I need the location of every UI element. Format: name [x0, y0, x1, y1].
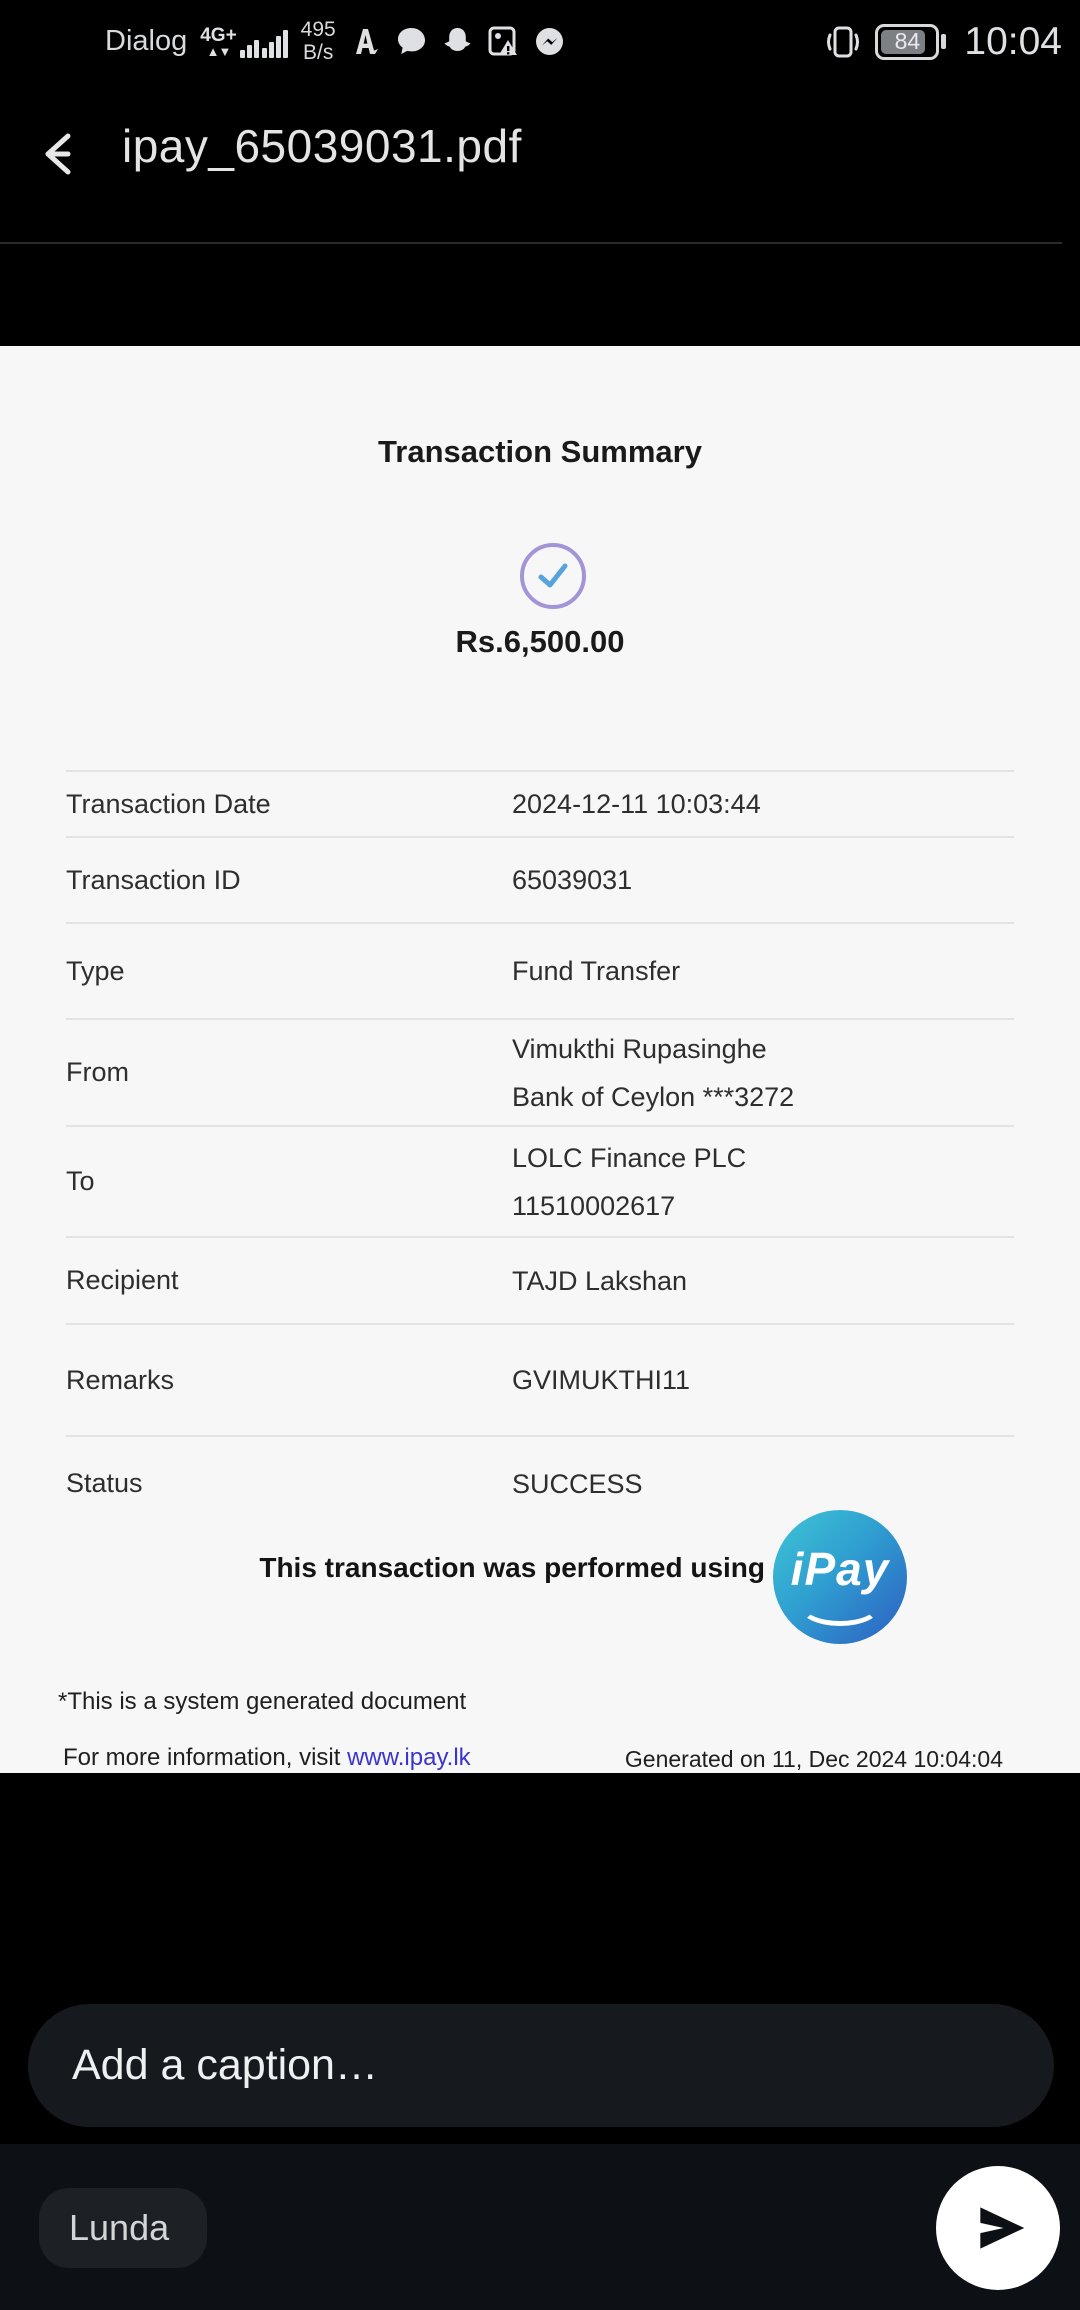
row-label: Remarks	[66, 1364, 175, 1395]
ipay-logo-text: iPay	[790, 1543, 890, 1595]
system-generated-note: *This is a system generated document	[58, 1688, 467, 1715]
row-value	[512, 1025, 794, 1121]
pdf-preview-page[interactable]	[0, 346, 1080, 1773]
speed-value: 495	[300, 18, 336, 42]
row-value-line: 11510002617	[512, 1190, 676, 1221]
gallery-alert-icon	[487, 25, 520, 58]
signal-bars-large-icon	[262, 30, 288, 58]
table-row	[66, 1127, 1014, 1238]
table-row	[66, 1238, 1014, 1325]
snapchat-ghost-icon	[441, 25, 474, 58]
network-arrows-icon: ▲▼	[206, 43, 231, 59]
messenger-icon	[533, 25, 566, 58]
recipient-chip-label: Lunda	[69, 2207, 170, 2248]
row-value	[512, 780, 761, 828]
send-icon	[970, 2197, 1032, 2259]
row-value-line: SUCCESS	[512, 1468, 643, 1499]
status-bar-left	[0, 19, 566, 63]
row-value	[512, 947, 680, 995]
table-row	[66, 924, 1014, 1020]
chat-bubble-icon	[395, 25, 428, 58]
row-value-line: Vimukthi Rupasinghe	[512, 1033, 767, 1064]
header-divider	[0, 242, 1062, 244]
recipient-chip[interactable]	[39, 2188, 207, 2268]
row-value-line: LOLC Finance PLC	[512, 1142, 747, 1173]
generated-timestamp: Generated on 11, Dec 2024 10:04:04	[624, 1746, 1003, 1772]
back-arrow-icon	[38, 128, 90, 180]
row-value	[512, 1134, 746, 1230]
caption-placeholder: Add a caption…	[72, 2041, 378, 2089]
status-time: 10:04	[964, 19, 1062, 63]
row-label: Type	[66, 955, 125, 986]
more-info-line	[63, 1744, 471, 1772]
battery-percent: 84	[894, 28, 921, 54]
ipay-logo-smile	[799, 1586, 881, 1626]
row-label: Status	[66, 1468, 143, 1498]
row-value	[512, 1257, 687, 1305]
back-button[interactable]	[26, 117, 102, 193]
app-header	[0, 83, 1080, 243]
performed-using-text: This transaction was performed using	[259, 1552, 765, 1583]
row-label: From	[66, 1057, 129, 1087]
send-button[interactable]	[936, 2166, 1060, 2290]
row-label: Transaction ID	[66, 864, 241, 895]
row-value	[512, 856, 632, 904]
speed-unit: B/s	[303, 40, 334, 64]
a-badge-icon	[349, 25, 382, 58]
ipay-logo-icon	[773, 1510, 907, 1644]
row-label: Transaction Date	[66, 788, 271, 819]
vibrate-icon	[823, 24, 863, 60]
row-value	[512, 1460, 643, 1508]
row-value-line: Bank of Ceylon ***3272	[512, 1081, 795, 1112]
table-row	[66, 1020, 1014, 1127]
check-circle-icon	[520, 543, 586, 609]
ipay-link: www.ipay.lk	[347, 1744, 471, 1771]
network-type	[200, 26, 236, 58]
transaction-amount: Rs.6,500.00	[455, 624, 625, 659]
table-row	[66, 1325, 1014, 1437]
document-heading: Transaction Summary	[378, 434, 702, 469]
carrier-label: Dialog	[105, 25, 188, 57]
check-mark-icon	[531, 554, 575, 598]
row-value-line: 65039031	[512, 865, 633, 895]
signal-icon	[200, 26, 287, 58]
signal-bars-small-icon	[240, 40, 259, 58]
row-value	[512, 1356, 690, 1404]
row-value-line: TAJD Lakshan	[512, 1265, 688, 1296]
table-row	[66, 838, 1014, 924]
page-title: ipay_65039031.pdf	[122, 120, 522, 172]
network-type-label: 4G+	[200, 24, 237, 46]
row-value-line: GVIMUKTHI11	[512, 1365, 691, 1395]
bottom-bar	[0, 2144, 1080, 2310]
status-bar-right	[823, 20, 1080, 64]
battery-nub	[941, 34, 946, 49]
battery-body	[875, 24, 939, 60]
row-label: Recipient	[66, 1265, 179, 1295]
caption-input[interactable]	[28, 2004, 1054, 2127]
table-row	[66, 770, 1014, 838]
status-bar	[0, 0, 1080, 83]
row-label: To	[66, 1166, 95, 1196]
row-value-line: Fund Transfer	[512, 956, 681, 986]
more-info-prefix: For more information, visit	[63, 1744, 348, 1771]
network-speed	[301, 19, 336, 63]
battery-icon	[875, 24, 946, 60]
table-row	[66, 1437, 1014, 1530]
row-value-line: 2024-12-11 10:03:44	[512, 789, 761, 819]
